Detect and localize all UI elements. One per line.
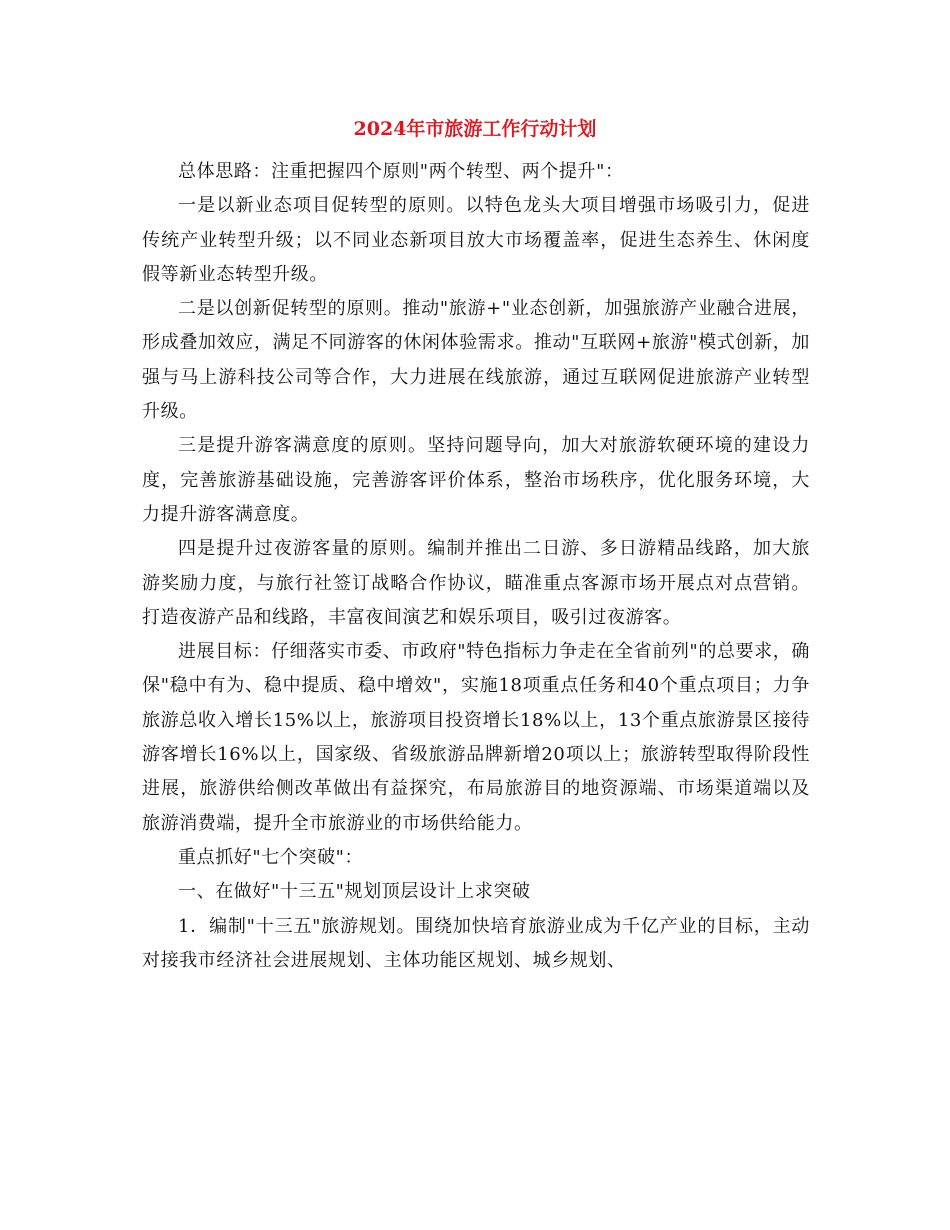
paragraph-principle-two: 二是以创新促转型的原则。推动"旅游+"业态创新，加强旅游产业融合进展，形成叠加效应，满足不同游客的休闲体验需求。推动"互联网+旅游"模式创新，加强与马上游科技公司等合作，大力进展在线旅游，通过互联网促进旅游产业转型升级。: [142, 298, 810, 423]
paragraph-principle-three: 三是提升游客满意度的原则。坚持问题导向，加大对旅游软硬环境的建设力度，完善旅游基础设施，完善游客评价体系，整治市场秩序，优化服务环境，大力提升游客满意度。: [142, 435, 810, 525]
paragraph-principle-one: 一是以新业态项目促转型的原则。以特色龙头大项目增强市场吸引力，促进传统产业转型升级；以不同业态新项目放大市场覆盖率，促进生态养生、休闲度假等新业态转型升级。: [142, 195, 810, 285]
paragraph-overall-approach: 总体思路：注重把握四个原则"两个转型、两个提升"：: [178, 161, 624, 182]
paragraph-principle-four: 四是提升过夜游客量的原则。编制并推出二日游、多日游精品线路，加大旅游奖励力度，与旅行社签订战略合作协议，瞄准重点客源市场开展点对点营销。打造夜游产品和线路，丰富夜间演艺和娱乐项目，吸引过夜游客。: [142, 538, 810, 628]
paragraph-item-one: 1．编制"十三五"旅游规划。围绕加快培育旅游业成为千亿产业的目标，主动对接我市经济社会进展规划、主体功能区规划、城乡规划、: [142, 915, 810, 971]
paragraph-development-goals: 进展目标：仔细落实市委、市政府"特色指标力争走在全省前列"的总要求，确保"稳中有为、稳中提质、稳中增效"，实施18项重点任务和40个重点项目；力争旅游总收入增长15%以上，旅游项目投资增长18%以上，13个重点旅游景区接待游客增长16%以上，国家级、省级旅游品牌新增20项以上；旅游转型取得阶段性进展，旅游供给侧改革做出有益探究，布局旅游目的地资源端、市场渠道端以及旅游消费端，提升全市旅游业的市场供给能力。: [142, 641, 810, 834]
document-title: 2024年市旅游工作行动计划: [353, 118, 597, 140]
document-body: [142, 155, 810, 978]
section-heading-one: 一、在做好"十三五"规划顶层设计上求突破: [178, 881, 531, 903]
paragraph-seven-breakthroughs: 重点抓好"七个突破"：: [178, 846, 364, 868]
